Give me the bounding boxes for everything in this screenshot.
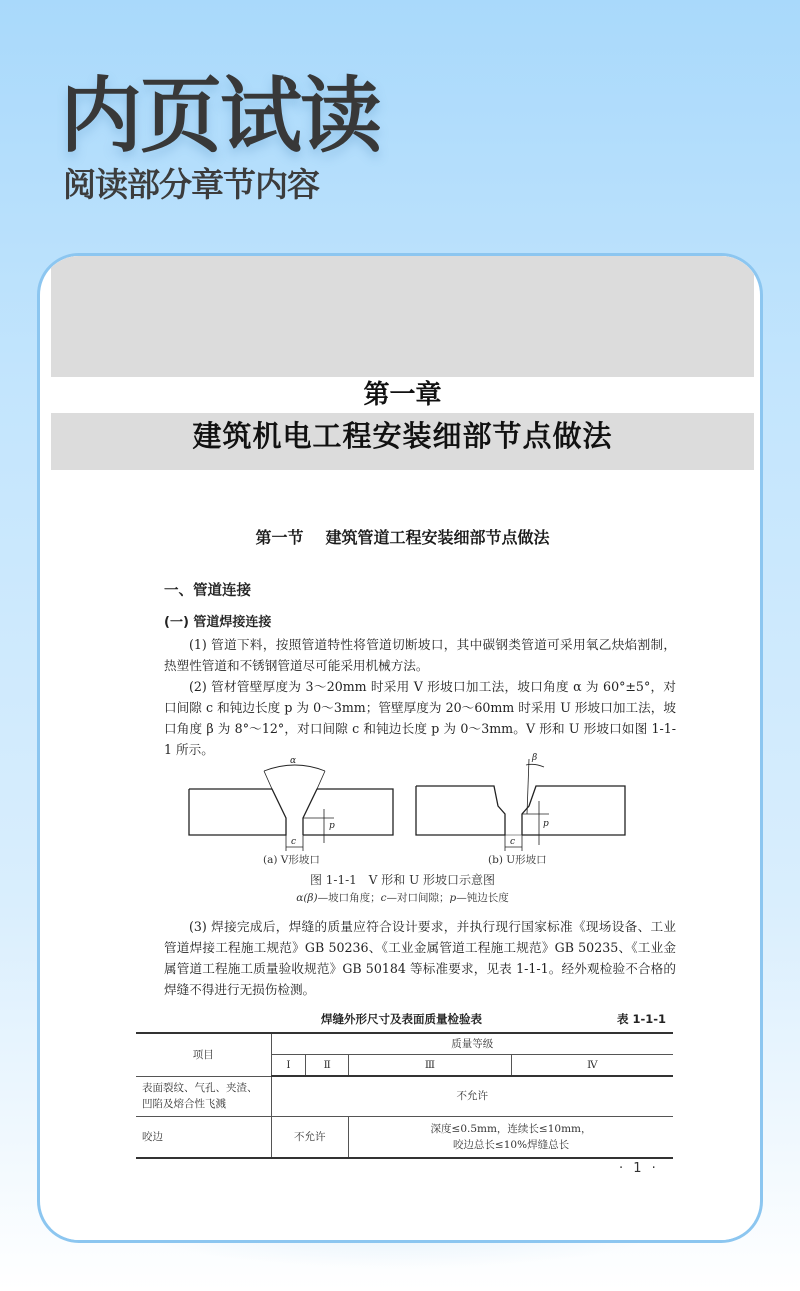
table-number: 表 1-1-1 <box>617 1012 667 1026</box>
figure-caption-a: (a) V形坡口 <box>263 854 320 866</box>
grade-3: Ⅲ <box>349 1055 512 1077</box>
chapter-title: 建筑机电工程安装细部节点做法 <box>192 419 613 453</box>
paragraph-3: (3) 焊接完成后，焊缝的质量应符合设计要求，并执行现行国家标准《现场设备、工业管道焊接工程施工规范》GB 50236、《工业金属管道工程施工规范》GB 50235、《工业金属管道工程施工质量验收规范》GB 50184 等标准要求，见表 1-1-1。经外观检验不合格的焊缝不得进行无损伤检测。 <box>164 919 676 997</box>
grade-1: Ⅰ <box>271 1055 306 1077</box>
grade-4: Ⅳ <box>511 1055 673 1077</box>
hero-subtitle: 阅读部分章节内容 <box>63 165 319 204</box>
figure-title: 图 1-1-1 V 形和 U 形坡口示意图 <box>309 873 496 887</box>
section-number: 第一节 <box>255 528 304 547</box>
hero-title: 内页试读 <box>60 69 381 164</box>
section-title <box>51 526 754 550</box>
page-number: · 1 · <box>619 1161 659 1176</box>
grade-2: Ⅱ <box>306 1055 349 1077</box>
quality-table <box>136 1032 673 1159</box>
paragraph-2: (2) 管材管壁厚度为 3～20mm 时采用 V 形坡口加工法，坡口角度 α 为 60°±5°，对口间隙 c 和钝边长度 p 为 0～3mm；管壁厚度为 20～60mm 时采用 U 形坡口加工法，坡口角度 β 为 8°～12°，对口间隙 c 和钝边长度 p 为 0～3mm。V 形和 U 形坡口如图 1-1-1 所示。 <box>164 679 676 757</box>
groove-diagram <box>184 751 644 856</box>
chapter-number: 第一章 <box>363 380 442 410</box>
svg-text:c: c <box>291 837 297 847</box>
row-item: 表面裂纹、气孔、夹渣、凹陷及熔合性飞溅 <box>136 1076 271 1116</box>
row-value-grades-3-4: 深度≤0.5mm，连续长≤10mm， 咬边总长≤10%焊缝总长 <box>349 1116 673 1158</box>
table-row <box>136 1116 673 1158</box>
header-item: 项目 <box>136 1033 271 1076</box>
header-grade: 质量等级 <box>271 1033 673 1055</box>
table-row <box>136 1076 673 1116</box>
row-item: 咬边 <box>136 1116 271 1158</box>
svg-text:p: p <box>543 819 549 829</box>
svg-text:α: α <box>290 756 297 766</box>
table-title: 焊缝外形尺寸及表面质量检验表 <box>321 1012 482 1026</box>
row-value: 不允许 <box>271 1076 673 1116</box>
paragraph-1: (1) 管道下料，按照管道特性将管道切断坡口，其中碳钢类管道可采用氧乙炔焰割制，热塑性管道和不锈钢管道尽可能采用机械方法。 <box>164 637 676 673</box>
book-page <box>51 256 754 1243</box>
heading-level1: 一、管道连接 <box>164 582 251 599</box>
heading-level2: (一) 管道焊接连接 <box>164 615 272 630</box>
row-value-grades-1-2: 不允许 <box>271 1116 349 1158</box>
section-name: 建筑管道工程安装细部节点做法 <box>325 528 550 547</box>
figure-legend: α(β)—坡口角度；c—对口间隙；p—钝边长度 <box>296 892 509 904</box>
svg-text:c: c <box>510 837 516 847</box>
chapter-header-band <box>51 256 754 377</box>
figure-caption-b: (b) U形坡口 <box>488 854 547 866</box>
preview-card <box>37 253 763 1243</box>
svg-text:p: p <box>329 821 335 831</box>
svg-text:β: β <box>532 753 538 763</box>
